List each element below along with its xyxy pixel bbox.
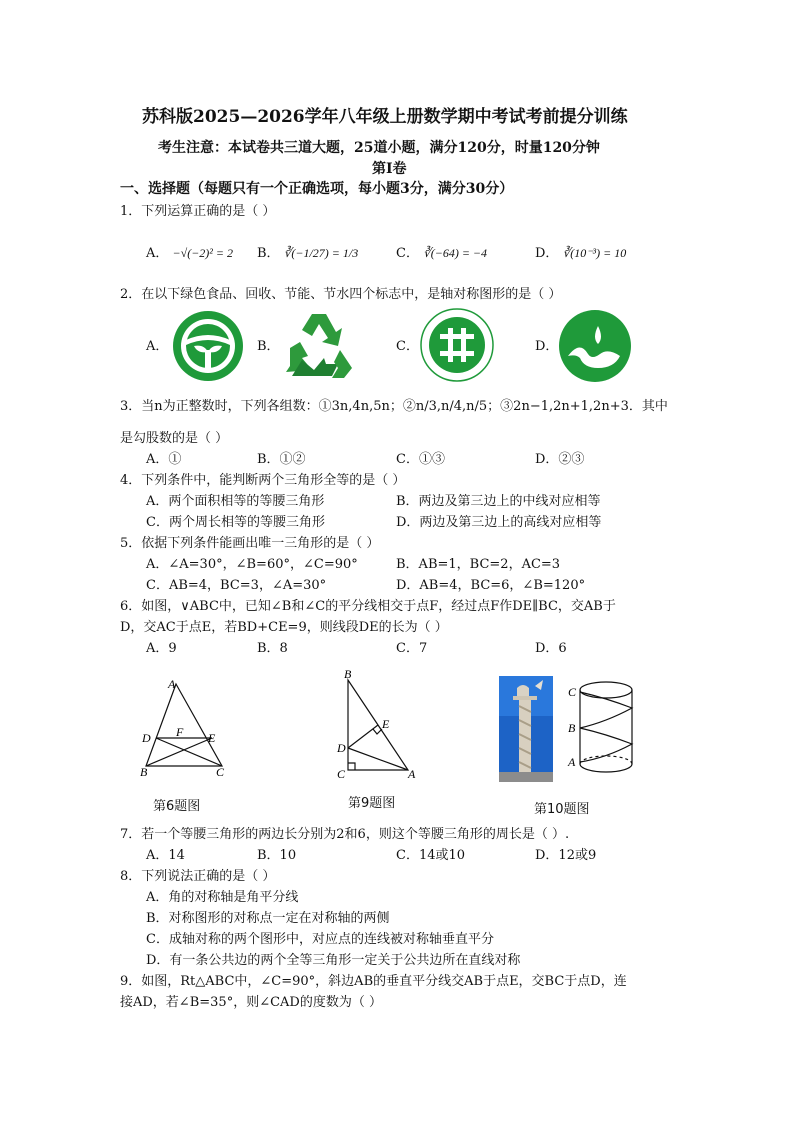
q7-option-b: B．10: [257, 848, 297, 863]
water-saving-icon: [558, 310, 632, 382]
fig9-label-e: E: [382, 717, 390, 731]
fig10-label-a: A: [568, 755, 576, 769]
q5-option-d: D．AB=4，BC=6，∠B=120°: [396, 578, 586, 593]
fig9-caption: 第9题图: [348, 796, 396, 811]
fig6-label-d: D: [142, 731, 151, 745]
q1-a-label: A．: [146, 246, 169, 261]
column-photo: [499, 676, 553, 782]
q8-option-b: B．对称图形的对称点一定在对称轴的两侧: [146, 911, 390, 926]
q6-stem: 6．如图，∨ABC中，已知∠B和∠C的平分线相交于点F，经过点F作DE∥BC，交AB于: [120, 599, 616, 614]
q1-option-b: [257, 244, 358, 263]
q1-c-label: C．: [396, 246, 419, 261]
fig9-label-d: D: [337, 741, 346, 755]
exam-notice: 考生注意：本试卷共三道大题，25道小题，满分120分，时量120分钟: [158, 140, 600, 156]
q2-stem: 2．在以下绿色食品、回收、节能、节水四个标志中，是轴对称图形的是（ ）: [120, 287, 562, 302]
fig9-label-b: B: [344, 670, 352, 681]
q1-d-label: D．: [535, 246, 559, 261]
q6-option-c: C．7: [396, 641, 428, 656]
q9-stem: 9．如图，Rt△ABC中，∠C=90°，斜边AB的垂直平分线交AB于点E，交BC于点D，连: [120, 974, 627, 989]
figure-6: [136, 676, 236, 778]
q1-b-label: B．: [257, 246, 280, 261]
recycle-icon: [282, 310, 356, 382]
fig6-caption: 第6题图: [153, 799, 201, 814]
q8-option-d: D．有一条公共边的两个全等三角形一定关于公共边所在直线对称: [146, 953, 521, 968]
q1-b-expr: ∛(−1/27) = 1/3: [283, 246, 359, 260]
q1-d-expr: ∛(10⁻³) = 10: [562, 246, 627, 260]
q4-option-a: A．两个面积相等的等腰三角形: [146, 494, 325, 509]
q6-option-b: B．8: [257, 641, 288, 656]
q1-c-expr: ∛(−64) = −4: [423, 246, 488, 260]
green-food-icon: [172, 310, 244, 382]
q7-stem: 7．若一个等腰三角形的两边长分别为2和6，则这个等腰三角形的周长是（ ）.: [120, 827, 570, 842]
fig10-label-c: C: [568, 685, 577, 699]
q8-option-a: A．角的对称轴是角平分线: [146, 890, 299, 905]
fig9-label-c: C: [337, 767, 346, 781]
q6-stem-line2: D，交AC于点E，若BD+CE=9，则线段DE的长为（ ）: [120, 620, 448, 635]
fig6-label-c: C: [216, 765, 225, 778]
q2-d-label: D．: [535, 339, 559, 354]
exam-title: 苏科版2025—2026学年八年级上册数学期中考试考前提分训练: [142, 107, 628, 127]
fig9-label-a: A: [408, 767, 416, 781]
q5-stem: 5．依据下列条件能画出唯一三角形的是（ ）: [120, 536, 380, 551]
q2-a-label: A．: [146, 339, 169, 354]
fig10-label-b: B: [568, 721, 576, 735]
q6-option-a: A．9: [146, 641, 177, 656]
q3-option-a: A．①: [146, 452, 182, 467]
q4-stem: 4．下列条件中，能判断两个三角形全等的是（ ）: [120, 473, 406, 488]
figure-10: [566, 678, 636, 782]
q4-option-d: D．两边及第三边上的高线对应相等: [396, 515, 602, 530]
figure-9: [332, 670, 422, 782]
q5-option-b: B．AB=1，BC=2，AC=3: [396, 557, 561, 572]
fig10-caption: 第10题图: [534, 802, 590, 817]
energy-saving-icon: [420, 308, 494, 382]
q1-stem: 1．下列运算正确的是（ ）: [120, 204, 276, 219]
fig6-label-b: B: [140, 765, 148, 778]
q1-a-expr: −√(−2)² = 2: [172, 246, 233, 260]
volume-label: 第Ⅰ卷: [372, 161, 407, 177]
q2-c-label: C．: [396, 339, 419, 354]
q4-option-b: B．两边及第三边上的中线对应相等: [396, 494, 601, 509]
section-heading: 一、选择题（每题只有一个正确选项，每小题3分，满分30分）: [120, 181, 514, 197]
q8-option-c: C．成轴对称的两个图形中，对应点的连线被对称轴垂直平分: [146, 932, 494, 947]
fig6-label-e: E: [208, 731, 216, 745]
q7-option-a: A．14: [146, 848, 185, 863]
q5-option-a: A．∠A=30°，∠B=60°，∠C=90°: [146, 557, 358, 572]
q9-stem-line2: 接AD，若∠B=35°，则∠CAD的度数为（ ）: [120, 995, 382, 1010]
q1-option-c: [396, 244, 487, 263]
q3-stem: 3．当n为正整数时，下列各组数：①3n,4n,5n；②n/3,n/4,n/5；③2n−1,2n+1,2n+3．其中: [120, 399, 668, 414]
q2-b-label: B．: [257, 339, 280, 354]
fig6-label-a: A: [168, 677, 176, 691]
q1-option-a: [146, 244, 233, 263]
q3-stem-line2: 是勾股数的是（ ）: [120, 431, 229, 446]
q3-option-b: B．①②: [257, 452, 306, 467]
q4-option-c: C．两个周长相等的等腰三角形: [146, 515, 325, 530]
q8-stem: 8．下列说法正确的是（ ）: [120, 869, 276, 884]
q3-option-d: D．②③: [535, 452, 585, 467]
q5-option-c: C．AB=4，BC=3，∠A=30°: [146, 578, 327, 593]
fig6-label-f: F: [176, 725, 184, 739]
q1-option-d: [535, 244, 626, 263]
q6-option-d: D．6: [535, 641, 567, 656]
q7-option-c: C．14或10: [396, 848, 466, 863]
q7-option-d: D．12或9: [535, 848, 597, 863]
q3-option-c: C．①③: [396, 452, 445, 467]
